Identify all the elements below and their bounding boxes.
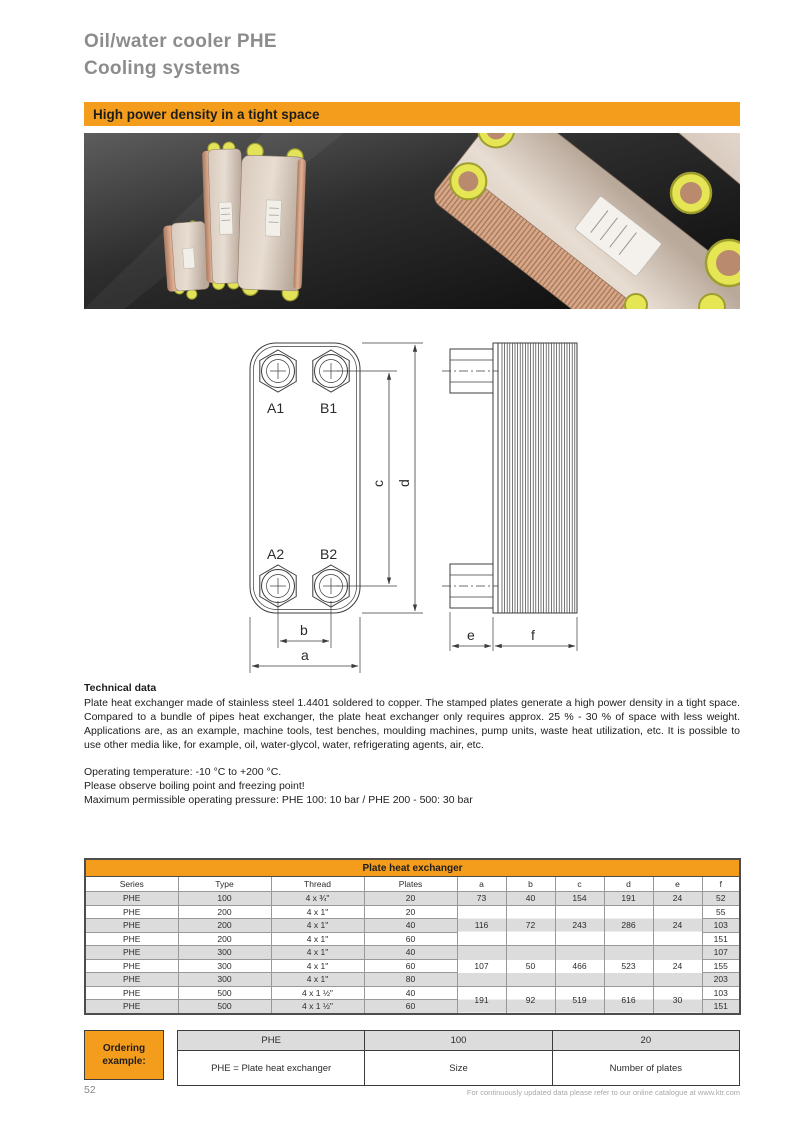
section-banner — [84, 102, 740, 126]
table-row — [85, 986, 740, 1000]
max-pressure-note: Maximum permissible operating pressure: PHE 100: 10 bar / PHE 200 - 500: 30 bar — [84, 794, 473, 806]
cell-dim-e: 24 — [653, 946, 702, 987]
cell-thread: 4 x 1" — [271, 959, 364, 973]
operating-conditions — [84, 765, 740, 807]
bottom-port-stub — [442, 564, 498, 608]
cell-dim-e: 24 — [653, 892, 702, 906]
cell-series: PHE — [85, 905, 178, 919]
phe-dimensions-table — [84, 858, 741, 1015]
cell-dim-b: 50 — [506, 946, 555, 987]
operating-temperature: Operating temperature: -10 °C to +200 °C. — [84, 766, 282, 778]
ordering-cell: Number of plates — [552, 1051, 739, 1086]
cell-thread: 4 x 1" — [271, 919, 364, 933]
cell-dim-c: 466 — [555, 946, 604, 987]
cell-dim-b: 40 — [506, 892, 555, 906]
table-header-row — [85, 877, 740, 892]
page-number: 52 — [84, 1084, 96, 1096]
cell-series: PHE — [85, 959, 178, 973]
ordering-cell: 100 — [365, 1031, 552, 1051]
cell-type: 500 — [178, 1000, 271, 1014]
cell-type: 200 — [178, 932, 271, 946]
ordering-table-body — [178, 1031, 740, 1086]
col-header-d: d — [604, 877, 653, 892]
cell-dim-d: 191 — [604, 892, 653, 906]
cell-type: 200 — [178, 905, 271, 919]
top-port-stub — [442, 349, 498, 393]
cell-series: PHE — [85, 1000, 178, 1014]
port-a1 — [260, 350, 296, 392]
table-row — [85, 946, 740, 960]
col-header-series: Series — [85, 877, 178, 892]
cell-type: 300 — [178, 973, 271, 987]
ordering-example-box — [84, 1030, 164, 1080]
cell-dim-f: 155 — [702, 959, 740, 973]
ordering-desc-row — [178, 1051, 740, 1086]
cell-dim-b: 92 — [506, 986, 555, 1014]
table-title: Plate heat exchanger — [85, 859, 740, 877]
cell-dim-a: 107 — [457, 946, 506, 987]
cell-dim-d: 523 — [604, 946, 653, 987]
cell-series: PHE — [85, 973, 178, 987]
cell-plates: 80 — [364, 973, 457, 987]
cell-dim-d: 616 — [604, 986, 653, 1014]
cell-thread: 4 x 1" — [271, 946, 364, 960]
cell-dim-f: 103 — [702, 986, 740, 1000]
cell-dim-a: 116 — [457, 905, 506, 946]
cell-thread: 4 x 1" — [271, 973, 364, 987]
col-header-e: e — [653, 877, 702, 892]
col-header-a: a — [457, 877, 506, 892]
ordering-cell: Size — [365, 1051, 552, 1086]
front-view — [250, 343, 423, 673]
cell-type: 300 — [178, 946, 271, 960]
side-view — [442, 343, 577, 651]
label-a2: A2 — [267, 546, 285, 562]
cell-dim-e: 24 — [653, 905, 702, 946]
table-row — [85, 892, 740, 906]
technical-drawing — [84, 333, 740, 685]
port-a2 — [260, 565, 296, 607]
dim-label-e: e — [467, 627, 475, 643]
banner-text: High power density in a tight space — [93, 106, 320, 122]
product-photo — [84, 133, 740, 309]
technical-data-heading: Technical data — [84, 682, 157, 694]
cell-dim-f: 151 — [702, 932, 740, 946]
dim-label-f: f — [531, 627, 535, 643]
cell-thread: 4 x 1 ½" — [271, 986, 364, 1000]
label-a1: A1 — [267, 400, 285, 416]
ordering-cell: 20 — [552, 1031, 739, 1051]
cell-type: 500 — [178, 986, 271, 1000]
cell-thread: 4 x 1" — [271, 905, 364, 919]
col-header-plates: Plates — [364, 877, 457, 892]
title-line-1: Oil/water cooler PHE — [84, 31, 277, 52]
cell-series: PHE — [85, 892, 178, 906]
cell-dim-b: 72 — [506, 905, 555, 946]
page-title — [84, 28, 277, 82]
exchanger-large — [237, 143, 306, 301]
cell-dim-d: 286 — [604, 905, 653, 946]
col-header-f: f — [702, 877, 740, 892]
cell-dim-c: 519 — [555, 986, 604, 1014]
dim-label-c: c — [370, 480, 386, 487]
boiling-freezing-note: Please observe boiling point and freezing point! — [84, 780, 305, 792]
plate-pack-hatch — [502, 343, 575, 613]
ordering-cell: PHE = Plate heat exchanger — [178, 1051, 365, 1086]
footer-note: For continuously updated data please refer to our online catalogue at www.ktr.com — [466, 1088, 740, 1097]
cell-series: PHE — [85, 932, 178, 946]
cell-thread: 4 x 1 ½" — [271, 1000, 364, 1014]
ordering-cell: PHE — [178, 1031, 365, 1051]
title-line-2: Cooling systems — [84, 58, 241, 79]
cell-plates: 60 — [364, 932, 457, 946]
cell-dim-f: 151 — [702, 1000, 740, 1014]
cell-dim-f: 107 — [702, 946, 740, 960]
cell-type: 200 — [178, 919, 271, 933]
phe-table-body — [85, 892, 740, 1014]
cell-series: PHE — [85, 919, 178, 933]
ordering-code-row — [178, 1031, 740, 1051]
cell-type: 300 — [178, 959, 271, 973]
cell-dim-e: 30 — [653, 986, 702, 1014]
col-header-c: c — [555, 877, 604, 892]
cell-plates: 40 — [364, 919, 457, 933]
technical-data-paragraph: Plate heat exchanger made of stainless steel 1.4401 soldered to copper. The stamped plates generate a high power density in a tight space. Compared to a bundle of pipes heat exchanger, the plate heat exchanger only requires approx. 25 % - 30 % of space with less weight. Applications are, as an example, machine tools, test benches, moulding machines, pump units, waste heat utilization, etc. It is possible to use other media like, for example, oil, water-glycol, water, refrigerating agents, air, etc. — [84, 697, 740, 751]
ordering-example-table — [177, 1030, 740, 1086]
cell-thread: 4 x 1" — [271, 932, 364, 946]
cell-plates: 20 — [364, 905, 457, 919]
cell-series: PHE — [85, 986, 178, 1000]
dim-label-b: b — [300, 622, 308, 638]
technical-data-section — [84, 681, 740, 752]
cell-plates: 40 — [364, 986, 457, 1000]
cell-dim-c: 154 — [555, 892, 604, 906]
cell-thread: 4 x ¾" — [271, 892, 364, 906]
cell-dim-a: 73 — [457, 892, 506, 906]
cell-dim-a: 191 — [457, 986, 506, 1014]
ordering-example-label: Ordering example: — [102, 1043, 146, 1067]
label-b2: B2 — [320, 546, 338, 562]
cell-type: 100 — [178, 892, 271, 906]
cell-plates: 60 — [364, 959, 457, 973]
cell-dim-f: 203 — [702, 973, 740, 987]
cell-dim-f: 103 — [702, 919, 740, 933]
cell-dim-c: 243 — [555, 905, 604, 946]
label-b1: B1 — [320, 400, 338, 416]
dim-label-d: d — [396, 479, 412, 487]
table-row — [85, 905, 740, 919]
cell-plates: 60 — [364, 1000, 457, 1014]
col-header-b: b — [506, 877, 555, 892]
cell-plates: 20 — [364, 892, 457, 906]
cell-dim-f: 55 — [702, 905, 740, 919]
cell-dim-f: 52 — [702, 892, 740, 906]
cell-plates: 40 — [364, 946, 457, 960]
cell-series: PHE — [85, 946, 178, 960]
dim-label-a: a — [301, 647, 309, 663]
col-header-thread: Thread — [271, 877, 364, 892]
col-header-type: Type — [178, 877, 271, 892]
